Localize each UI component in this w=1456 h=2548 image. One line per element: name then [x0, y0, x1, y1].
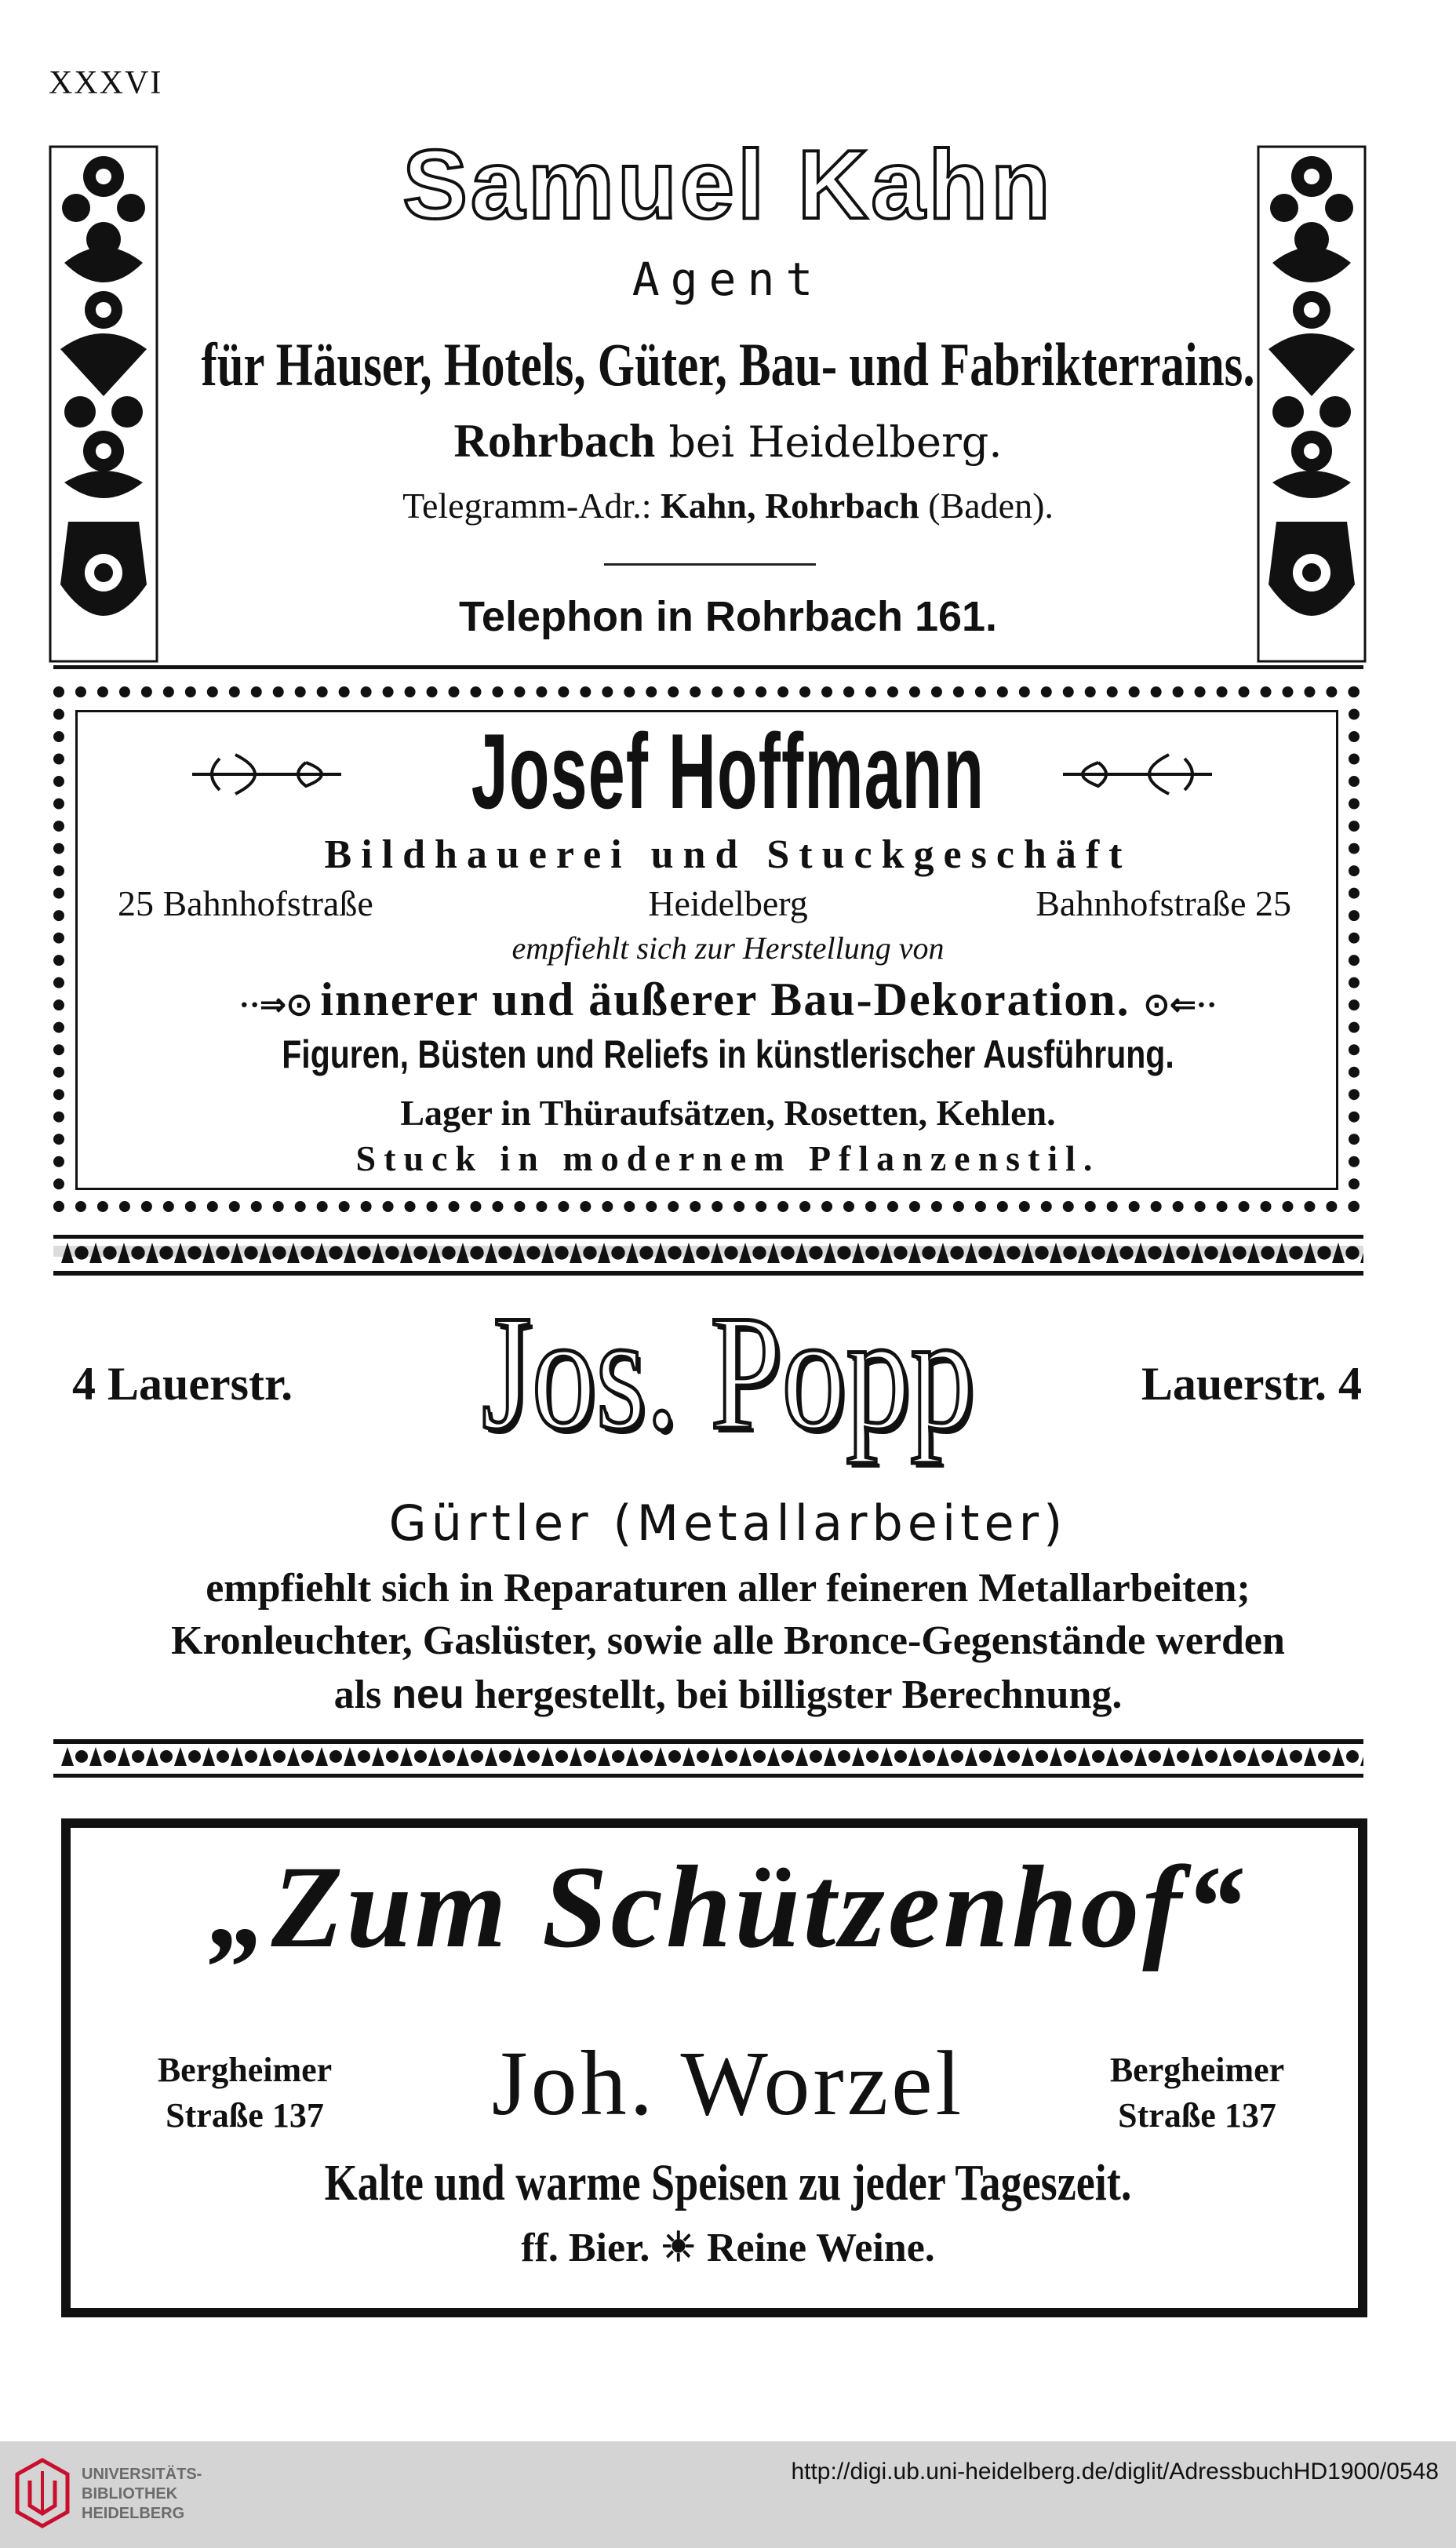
- divider-motif: [1247, 1747, 1260, 1766]
- divider-dot: [611, 1246, 624, 1259]
- divider-dot: [922, 1246, 935, 1259]
- divider-dot: [724, 1246, 737, 1259]
- kahn-phone: Telephon in Rohrbach 161.: [458, 593, 998, 640]
- divider-dot: [752, 1246, 766, 1259]
- divider-motif: [598, 1747, 610, 1766]
- kahn-rule: [604, 563, 816, 566]
- divider-motif: [965, 1747, 977, 1766]
- divider-dot: [753, 1750, 766, 1763]
- divider-motif: [1021, 1747, 1034, 1766]
- divider-dot: [216, 1246, 229, 1259]
- hoffmann-name: Josef Hoffmann: [471, 712, 985, 831]
- divider-dot: [187, 1246, 201, 1259]
- popp-address-left: 4 Lauerstr.: [72, 1358, 293, 1410]
- divider-dot: [499, 1750, 511, 1763]
- popp-line-2: Kronleuchter, Gaslüster, sowie alle Bronce-Gegenstände werden: [171, 1618, 1285, 1663]
- kahn-role: Agent: [632, 253, 824, 306]
- divider-dot: [583, 1246, 596, 1259]
- divider-motif: [626, 1747, 639, 1766]
- library-logo-text[interactable]: [82, 2465, 202, 2524]
- divider-motif: [908, 1747, 921, 1766]
- logo-line-2: BIBLIOTHEK: [82, 2485, 178, 2502]
- hoffmann-intro: empfiehlt sich zur Herstellung von: [511, 930, 945, 966]
- divider-motif: [937, 1747, 949, 1766]
- divider-dot: [1204, 1246, 1218, 1259]
- divider-dot: [75, 1750, 88, 1763]
- divider-dot: [217, 1750, 229, 1763]
- divider-dot: [131, 1246, 144, 1259]
- divider-motif: [118, 1747, 130, 1766]
- divider-dot: [1318, 1750, 1330, 1763]
- divider-motif: [372, 1747, 384, 1766]
- divider-dot: [1289, 1246, 1302, 1259]
- divider-motif: [146, 1747, 158, 1766]
- street-left-line-2: Straße 137: [166, 2096, 324, 2135]
- divider-dot: [555, 1750, 568, 1763]
- divider-motif: [1050, 1747, 1062, 1766]
- divider-dot: [526, 1246, 540, 1259]
- divider-dot: [612, 1750, 624, 1763]
- divider-motif: [174, 1747, 187, 1766]
- divider-motif: [513, 1747, 526, 1766]
- divider-motif: [1276, 1747, 1288, 1766]
- divider-dot: [1120, 1750, 1133, 1763]
- popp-line-3-b: hergestellt, bei billigster Berechnung.: [474, 1673, 1123, 1717]
- divider-dot: [442, 1750, 455, 1763]
- divider-dot: [1317, 1246, 1330, 1259]
- divider-dot: [1064, 1750, 1076, 1763]
- kahn-location-bold: Rohrbach: [453, 415, 656, 467]
- divider-motif: [61, 1747, 74, 1766]
- divider-dot: [188, 1750, 201, 1763]
- arrow-ornament-left-icon: ··⇒⊙: [238, 987, 321, 1022]
- divider-motif: [89, 1747, 102, 1766]
- divider-dot: [696, 1246, 709, 1259]
- hoffmann-city: Heidelberg: [648, 883, 808, 923]
- divider-motif: [1360, 1747, 1363, 1766]
- divider-motif: [287, 1747, 300, 1766]
- footer-bar: [0, 2441, 1456, 2548]
- kahn-telegram: [0, 485, 1456, 526]
- divider-dot: [1007, 1750, 1020, 1763]
- divider-dot: [950, 1246, 963, 1259]
- divider-dot: [1233, 1750, 1246, 1763]
- kahn-telegram-label: Telegramm-Adr.:: [402, 486, 652, 526]
- divider-dot: [470, 1246, 483, 1259]
- divider-motif: [1219, 1747, 1232, 1766]
- divider-dot: [1006, 1246, 1020, 1259]
- divider-dot: [894, 1750, 907, 1763]
- divider-motif: [711, 1747, 723, 1766]
- schuetzenhof-owner: Joh. Worzel: [491, 2032, 965, 2135]
- divider-dot: [639, 1246, 653, 1259]
- street-right-line-2: Straße 137: [1118, 2096, 1276, 2135]
- divider-motif: [231, 1747, 243, 1766]
- popp-line-3-a: als: [333, 1673, 382, 1717]
- divider-motif: [400, 1747, 413, 1766]
- kahn-services: für Häuser, Hotels, Güter, Bau- und Fabrikterrains.: [201, 330, 1255, 399]
- divider-motif: [457, 1747, 469, 1766]
- divider-dot: [1176, 1246, 1189, 1259]
- divider-dot: [810, 1750, 822, 1763]
- divider-motif: [1078, 1747, 1090, 1766]
- logo-line-3: HEIDELBERG: [82, 2505, 185, 2522]
- hoffmann-stock: Lager in Thüraufsätzen, Rosetten, Kehlen.: [400, 1093, 1056, 1133]
- divider-motif: [654, 1747, 667, 1766]
- divider-dot: [329, 1750, 342, 1763]
- divider-dot: [837, 1246, 850, 1259]
- divider-dot: [498, 1246, 511, 1259]
- divider-dot: [442, 1246, 455, 1259]
- schuetzenhof-drink: ff. Bier. ☀ Reine Weine.: [521, 2226, 935, 2270]
- popp-trade: Gürtler (Metallarbeiter): [388, 1494, 1068, 1552]
- divider-dot: [1148, 1750, 1161, 1763]
- popp-line-1: empfiehlt sich in Reparaturen aller feineren Metallarbeiten;: [206, 1566, 1250, 1611]
- divider-motif: [682, 1747, 695, 1766]
- divider-motif: [259, 1747, 271, 1766]
- divider-motif: [570, 1747, 582, 1766]
- divider-dot: [1261, 1750, 1274, 1763]
- divider-dot: [1346, 1750, 1359, 1763]
- schuetzenhof-name: „Zum Schützenhof“: [209, 1842, 1247, 1972]
- schuetzenhof-street-right: [1079, 2048, 1315, 2138]
- divider-dot: [1232, 1246, 1246, 1259]
- divider-dot: [668, 1246, 681, 1259]
- divider-dot: [1035, 1246, 1048, 1259]
- divider-dot: [1092, 1750, 1105, 1763]
- kahn-telegram-bold: Kahn, Rohrbach: [661, 486, 919, 526]
- divider-dot: [273, 1750, 286, 1763]
- divider-dot: [781, 1246, 794, 1259]
- divider-dot: [245, 1750, 257, 1763]
- divider-motif: [767, 1747, 780, 1766]
- hoffmann-style: Stuck in modernem Pflanzenstil.: [355, 1138, 1101, 1178]
- divider-motif: [428, 1747, 441, 1766]
- page-number: XXXVI: [49, 65, 163, 101]
- divider-dot: [358, 1750, 370, 1763]
- divider-dot: [103, 1246, 116, 1259]
- divider-motif: [485, 1747, 497, 1766]
- divider-motif: [541, 1747, 554, 1766]
- divider-dot: [160, 1750, 173, 1763]
- divider-dot: [159, 1246, 173, 1259]
- divider-dot: [978, 1246, 992, 1259]
- divider-dot: [838, 1750, 850, 1763]
- divider-motif: [852, 1747, 864, 1766]
- popp-neu: neu: [391, 1672, 464, 1717]
- hoffmann-address-right: Bahnhofstraße 25: [1036, 883, 1291, 923]
- divider-dot: [809, 1246, 822, 1259]
- popp-address-right: Lauerstr. 4: [1141, 1358, 1362, 1410]
- popp-line-3: [0, 1671, 1456, 1718]
- divider-dot: [865, 1246, 879, 1259]
- divider-dot: [1119, 1246, 1133, 1259]
- divider-dot: [894, 1246, 907, 1259]
- divider-motif: [1163, 1747, 1175, 1766]
- divider-motif: [315, 1747, 328, 1766]
- divider-dot: [923, 1750, 935, 1763]
- divider-dot: [1148, 1246, 1161, 1259]
- divider-dot: [1345, 1246, 1359, 1259]
- divider-dot: [1036, 1750, 1048, 1763]
- divider-dot: [979, 1750, 992, 1763]
- divider-dot: [301, 1750, 314, 1763]
- library-logo-icon[interactable]: [14, 2457, 71, 2529]
- divider-dot: [697, 1750, 709, 1763]
- divider-motif: [1332, 1747, 1345, 1766]
- divider-dot: [555, 1246, 568, 1259]
- divider-motif: [1134, 1747, 1147, 1766]
- source-url-link[interactable]: http://digi.ub.uni-heidelberg.de/diglit/AdressbuchHD1900/0548: [791, 2459, 1439, 2484]
- divider-rule: [53, 665, 1363, 669]
- divider-dot: [385, 1246, 399, 1259]
- ornamental-divider: [53, 1738, 1363, 1781]
- divider-dot: [1177, 1750, 1189, 1763]
- divider-dot: [413, 1246, 427, 1259]
- divider-dot: [471, 1750, 483, 1763]
- divider-dot: [951, 1750, 963, 1763]
- divider-motif: [880, 1747, 893, 1766]
- divider-motif: [202, 1747, 215, 1766]
- logo-line-1: UNIVERSITÄTS-: [82, 2466, 202, 2483]
- kahn-location-rest: bei Heidelberg.: [668, 417, 1003, 467]
- divider-dot: [300, 1246, 314, 1259]
- street-left-line-1: Bergheimer: [157, 2051, 333, 2089]
- divider-dot: [1063, 1246, 1076, 1259]
- divider-dot: [584, 1750, 596, 1763]
- divider-dot: [244, 1246, 257, 1259]
- hoffmann-decoration: [0, 973, 1456, 1027]
- divider-motif: [344, 1747, 356, 1766]
- divider-dot: [386, 1750, 399, 1763]
- divider-dot: [357, 1246, 370, 1259]
- divider-dot: [866, 1750, 879, 1763]
- ornamental-divider: [53, 1232, 1363, 1279]
- divider-dot: [527, 1750, 540, 1763]
- hoffmann-trade: Bildhauerei und Stuckgeschäft: [324, 832, 1132, 877]
- divider-dot: [329, 1246, 342, 1259]
- divider-dot: [1091, 1246, 1105, 1259]
- divider-motif: [739, 1747, 752, 1766]
- kahn-name: Samuel Kahn: [402, 131, 1054, 239]
- hoffmann-address-left: 25 Bahnhofstraße: [118, 883, 373, 923]
- divider-dot: [272, 1246, 286, 1259]
- divider-dot: [132, 1750, 144, 1763]
- divider-dot: [104, 1750, 116, 1763]
- arrow-ornament-right-icon: ⊙⇐··: [1143, 987, 1218, 1022]
- divider-dot: [640, 1750, 653, 1763]
- hoffmann-figures: Figuren, Büsten und Reliefs in künstlerischer Ausführung.: [282, 1032, 1174, 1076]
- divider-motif: [1106, 1747, 1119, 1766]
- schuetzenhof-food: Kalte und warme Speisen zu jeder Tageszeit.: [324, 2154, 1132, 2211]
- divider-motif: [993, 1747, 1006, 1766]
- divider-dot: [781, 1750, 794, 1763]
- divider-motif: [824, 1747, 836, 1766]
- divider-motif: [795, 1747, 808, 1766]
- divider-dot: [1290, 1750, 1302, 1763]
- divider-dot: [668, 1750, 681, 1763]
- divider-motif: [1191, 1747, 1203, 1766]
- kahn-telegram-rest: (Baden).: [928, 486, 1054, 526]
- divider-dot: [725, 1750, 737, 1763]
- divider-dot: [414, 1750, 427, 1763]
- divider-dot: [1261, 1246, 1274, 1259]
- divider-dot: [1205, 1750, 1218, 1763]
- kahn-location: [0, 414, 1456, 468]
- popp-name: Jos. Popp: [481, 1282, 975, 1464]
- divider-motif: [1304, 1747, 1316, 1766]
- street-right-line-1: Bergheimer: [1109, 2051, 1285, 2089]
- divider-dot: [75, 1246, 88, 1259]
- hoffmann-decoration-text: innerer und äußerer Bau-Dekoration.: [320, 974, 1130, 1025]
